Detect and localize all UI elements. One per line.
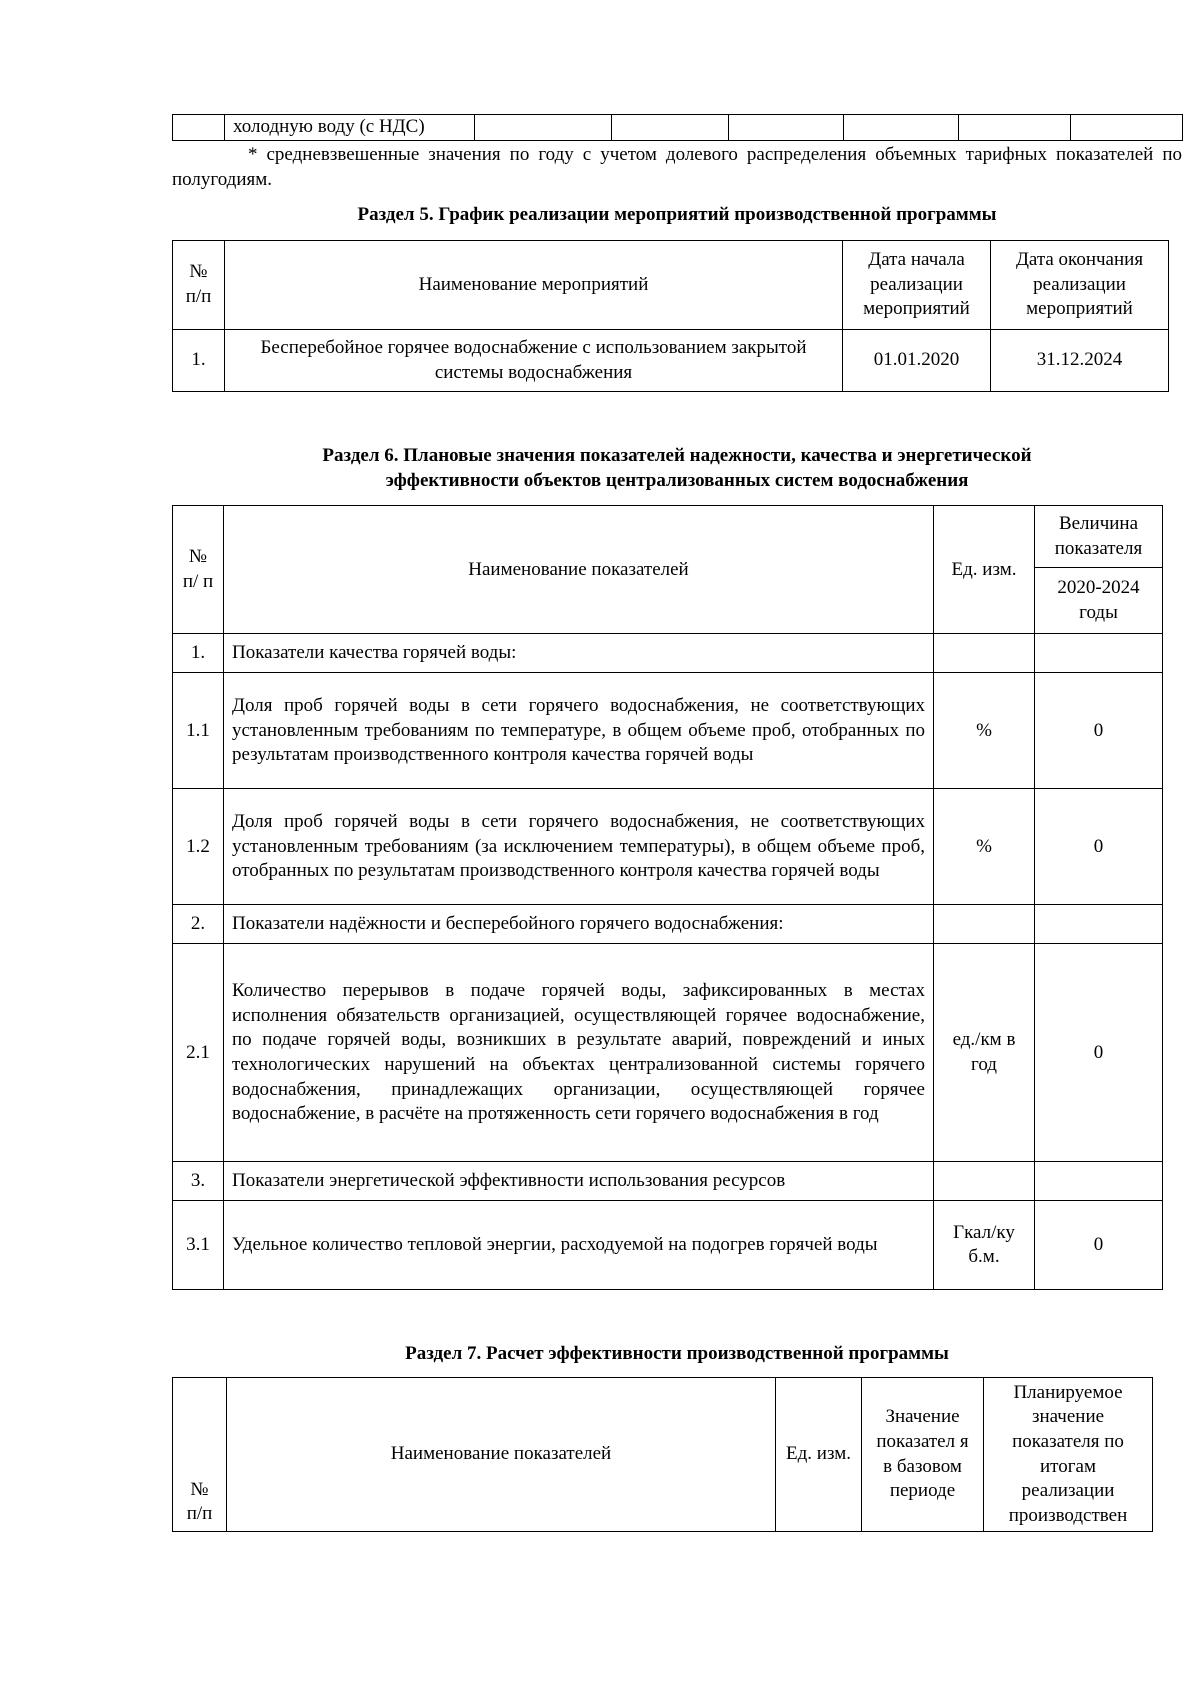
header-num: № п/п xyxy=(173,241,225,330)
section5-table xyxy=(172,240,1169,392)
table-row xyxy=(173,115,1183,141)
row-end-date: 31.12.2024 xyxy=(991,330,1169,392)
section7-table xyxy=(172,1377,1153,1532)
row-name: Удельное количество тепловой энергии, расходуемой на подогрев горячей воды xyxy=(224,1201,934,1290)
row-unit xyxy=(934,1162,1035,1201)
row-value: 0 xyxy=(1035,673,1163,789)
row-num: 2.1 xyxy=(173,944,224,1162)
tariff-table-continuation xyxy=(172,114,1183,141)
table-header-row xyxy=(173,1378,1153,1532)
row-num: 3. xyxy=(173,1162,224,1201)
table-row xyxy=(173,634,1163,673)
row-name: Бесперебойное горячее водоснабжение с использованием закрытой системы водоснабжения xyxy=(225,330,843,392)
row-num: 1.1 xyxy=(173,673,224,789)
header-unit: Ед. изм. xyxy=(934,506,1035,634)
section6-table xyxy=(172,505,1163,1290)
row-unit: % xyxy=(934,789,1035,905)
header-unit: Ед. изм. xyxy=(776,1378,862,1532)
header-end-date: Дата окончания реализации мероприятий xyxy=(991,241,1169,330)
table-header-row xyxy=(173,241,1169,330)
table-header-row xyxy=(173,506,1163,568)
row-label: холодную воду (с НДС) xyxy=(225,115,475,141)
section5-title: Раздел 5. График реализации мероприятий производственной программы xyxy=(357,204,997,226)
row-num: 3.1 xyxy=(173,1201,224,1290)
table-row xyxy=(173,1201,1163,1290)
table-row xyxy=(173,1162,1163,1201)
row-name: Показатели качества горячей воды: xyxy=(224,634,934,673)
header-num: № п/п xyxy=(173,1378,227,1532)
table-row xyxy=(173,789,1163,905)
header-period: 2020-2024 годы xyxy=(1035,568,1163,634)
header-num: № п/ п xyxy=(173,506,224,634)
row-num: 1. xyxy=(173,330,225,392)
document-page xyxy=(172,114,1182,1532)
row-name: Доля проб горячей воды в сети горячего водоснабжения, не соответствующих установленным требованиям (за исключением температуры), в общем объеме проб, отобранных по результатам производственного контроля качества горячей воды xyxy=(224,789,934,905)
header-value: Величина показателя xyxy=(1035,506,1163,568)
row-name: Количество перерывов в подаче горячей воды, зафиксированных в местах исполнения обязательств организацией, осуществляющей горячее водоснабжение, по подаче горячей воды, возникших в результате аварий, повреждений и иных технологических нарушений на объектах централизованной системы горячего водоснабжения, принадлежащих организации, осуществляющей горячее водоснабжение, в расчёте на протяженность сети горячего водоснабжения в год xyxy=(224,944,934,1162)
table-row xyxy=(173,330,1169,392)
row-value xyxy=(1035,1162,1163,1201)
row-name: Показатели энергетической эффективности использования ресурсов xyxy=(224,1162,934,1201)
row-name: Показатели надёжности и бесперебойного горячего водоснабжения: xyxy=(224,905,934,944)
header-name: Наименование показателей xyxy=(227,1378,776,1532)
row-unit xyxy=(934,634,1035,673)
header-name: Наименование показателей xyxy=(224,506,934,634)
row-value: 0 xyxy=(1035,789,1163,905)
table-row xyxy=(173,905,1163,944)
header-name: Наименование мероприятий xyxy=(225,241,843,330)
row-unit: % xyxy=(934,673,1035,789)
row-num: 2. xyxy=(173,905,224,944)
section6-title xyxy=(172,444,1182,493)
row-value: 0 xyxy=(1035,944,1163,1162)
header-start-date: Дата начала реализации мероприятий xyxy=(843,241,991,330)
row-num: 1. xyxy=(173,634,224,673)
table-row xyxy=(173,673,1163,789)
row-unit: Гкал/ку б.м. xyxy=(934,1201,1035,1290)
row-start-date: 01.01.2020 xyxy=(843,330,991,392)
header-base-value: Значение показател я в базовом периоде xyxy=(862,1378,984,1532)
section6-title-line2: эффективности объектов централизованных систем водоснабжения xyxy=(385,469,969,491)
row-unit: ед./км в год xyxy=(934,944,1035,1162)
header-planned-value: Планируемое значение показателя по итогам реализации производствен xyxy=(984,1378,1153,1532)
row-num: 1.2 xyxy=(173,789,224,905)
footnote: * средневзвешенные значения по году с учетом долевого распределения объемных тарифных показателей по полугодиям. xyxy=(172,144,1182,190)
row-unit xyxy=(934,905,1035,944)
table-row xyxy=(173,944,1163,1162)
section7-title: Раздел 7. Расчет эффективности производственной программы xyxy=(405,1343,949,1365)
row-value: 0 xyxy=(1035,1201,1163,1290)
section6-title-line1: Раздел 6. Плановые значения показателей надежности, качества и энергетической xyxy=(322,445,1032,467)
row-value xyxy=(1035,634,1163,673)
row-value xyxy=(1035,905,1163,944)
row-name: Доля проб горячей воды в сети горячего водоснабжения, не соответствующих установленным требованиям по температуре, в общем объеме проб, отобранных по результатам производственного контроля качества горячей воды xyxy=(224,673,934,789)
